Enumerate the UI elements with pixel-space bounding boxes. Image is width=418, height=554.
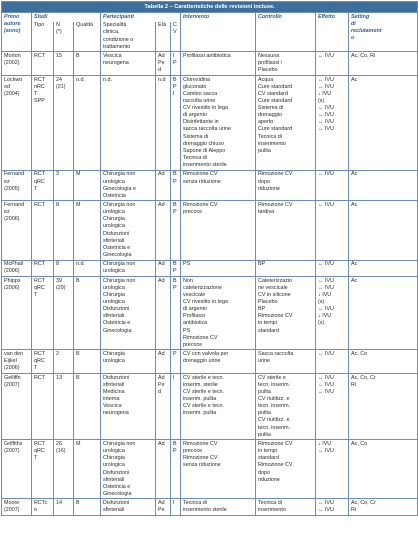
cell-effetto: ↔ IVU [316,260,349,277]
cell-effetto: ↔ IVU ↔ IVU ↔ IVU [316,374,349,440]
table-row [2,277,418,350]
cell-intervento: Profilassi antibiotica [181,52,256,76]
cell-specialita: Chirurgia non urologica Chirurgia urologica Disfunzioni sfinteriali Ostetricia e Ginecologia [101,201,156,260]
cell-setting: Ac [349,260,418,277]
cell-effetto: ↔ IVU [316,170,349,201]
cell-specialita: Chirurgia non urologica [101,260,156,277]
header-studi: Studi [32,13,101,22]
cell-eta: Ad [156,201,171,260]
header-row-groups [2,13,418,22]
header-effetto: Effetto [316,13,349,52]
cell-n: 13 [54,374,74,440]
cell-controllo: BP [256,260,316,277]
cell-effetto: ↔ IVU [316,52,349,76]
cell-intervento: Rimozione CV precoce Rimozione CV senza riduzione [181,440,256,499]
reviews-table [1,1,418,516]
cell-intervento: Rimozione CV precoce [181,201,256,260]
cell-effetto: ↔ IVU ↔ IVU [316,499,349,516]
cell-cv: P [171,350,181,374]
cell-controllo: Tecnica di inserimento [256,499,316,516]
cell-cv: B P [171,170,181,201]
cell-qualita: M [74,201,101,260]
cell-controllo: Cateterizzazio ne vescicale CV in silicone Placebo BP Rimozione CV in tempi standard [256,277,316,350]
header-tipo: Tipo [32,22,54,52]
cell-tipo: RCT [32,260,54,277]
cell-specialita: Chirurgia urologica [101,350,156,374]
cell-controllo: Acqua Cure standard CV standard Cure standard Sistema di drenaggio aperto Cure standard Tecnica di inserimento pulita [256,76,316,171]
cell-cv: B P I [171,76,181,171]
cell-qualita: B [74,374,101,440]
cell-tipo: RCT nRC T SPP [32,76,54,171]
cell-eta: Ad [156,277,171,350]
cell-eta: Ad [156,170,171,201]
cell-setting: Ac [349,277,418,350]
cell-n: 24 (21) [54,76,74,171]
header-cv: C V [171,22,181,52]
cell-cv: B P [171,260,181,277]
table-row [2,499,418,516]
cell-autore: Griffiths (2007) [2,440,32,499]
cell-qualita: n.d. [74,76,101,171]
cell-eta: Ad [156,350,171,374]
cell-intervento: Tecnica di inserimento sterile [181,499,256,516]
cell-eta: Ad Pe [156,499,171,516]
cell-controllo: Rimozione CV in tempi standard Rimozione CV dopo riduzione [256,440,316,499]
cell-autore: Phipps (2006) [2,277,32,350]
cell-n: 26 (16) [54,440,74,499]
cell-n: 39 (29) [54,277,74,350]
header-n: N (*) [54,22,74,52]
header-controllo: Controllo [256,13,316,52]
cell-intervento: Clorexidina gluconato Cambio sacca raccolta urine CV rivestito in lega di argento Disinfettante in sacca raccolta urine Sistema di drenaggio chiuso Sapone di Aleppo Tecnica di inserimento sterile [181,76,256,171]
cell-cv: I [171,374,181,440]
cell-setting: Ac [349,76,418,171]
cell-tipo: RCT qRC T [32,440,54,499]
cell-tipo: RCT [32,52,54,76]
cell-effetto: ↔ IVU ↔ IVU ↓ IVU (s) ↔ IVU ↔ IVU ↔ IVU ↔ IVU [316,76,349,171]
cell-n: 15 [54,52,74,76]
cell-autore: McPhail (2006) [2,260,32,277]
cell-qualita: M [74,440,101,499]
cell-cv: I [171,499,181,516]
cell-tipo: RCT qRC T [32,170,54,201]
header-qualita: Qualità [74,22,101,52]
cell-autore: Moore (2007) [2,499,32,516]
cell-setting: Ac, Co [349,440,418,499]
cell-cv: B P [171,277,181,350]
cell-tipo: RCT qRC T [32,350,54,374]
table-row [2,260,418,277]
cell-eta: Ad Pe d [156,374,171,440]
cell-autore: Fernand ez (2005) [2,170,32,201]
cell-autore: Gelliffe (2007) [2,374,32,440]
cell-autore: Lockwo od (2004) [2,76,32,171]
header-partecipanti: Partecipanti [101,13,181,22]
cell-setting: Ac, Co [349,350,418,374]
cell-controllo: Sacca raccolta urine [256,350,316,374]
cell-specialita: Chirurgia non urologica Chirurgia urologica Disfunzioni sfinteriali Ostetricia e Ginecologia [101,440,156,499]
cell-setting: Ac, Co, Cr Ri [349,499,418,516]
table-row [2,170,418,201]
cell-qualita: B [74,350,101,374]
header-eta: Età [156,22,171,52]
cell-eta: Ad Pe d [156,52,171,76]
cell-n: 3 [54,170,74,201]
cell-specialita: n.d. [101,76,156,171]
cell-controllo: CV sterile e tecn. inserim. pulita CV riutilizz. e tecn. inserim. pulita CV riutilizz. e tecn. inserim. pulita [256,374,316,440]
table-row [2,440,418,499]
cell-autore: van den Eijkel (2006) [2,350,32,374]
cell-qualita: B [74,52,101,76]
table-row [2,201,418,260]
cell-tipo: RCT [32,201,54,260]
cell-intervento: CV sterile e tecn. inserim. sterile CV sterile e tecn. inserim. pulita CV sterile e tecn. inserim. pulita [181,374,256,440]
cell-n: 14 [54,499,74,516]
cell-effetto: ↓ IVU ↔ IVU [316,440,349,499]
cell-autore: Fernand ez (2006) [2,201,32,260]
cell-effetto: ↔ IVU ↔ IVU ↓ IVU (s) ↔ IVU ↓ IVU (s) [316,277,349,350]
header-specialita: Specialità clinica, condizione o trattamento [101,22,156,52]
cell-controllo: Rimozione CV tardiva [256,201,316,260]
cell-autore: Morton (2002) [2,52,32,76]
cell-intervento: Non cateterizzazione vescicale CV rivestito in lega di argento Profilassi antibiotica PS Rimozione CV precoce [181,277,256,350]
header-primo-autore: Primo autore (anno) [2,13,32,52]
cell-n: 2 [54,350,74,374]
table-title: Tabella 2 – Caratteristiche delle revisioni incluse. [2,2,418,13]
cell-specialita: Chirurgia non urologica Chirurgia urologica Disfunzioni sfinteriali Ostetricia e Ginecologia [101,277,156,350]
cell-n: 8 [54,201,74,260]
header-intervento: Intervento [181,13,256,52]
cell-qualita: M [74,170,101,201]
cell-cv: B P [171,440,181,499]
cell-eta: Ad [156,440,171,499]
cell-effetto: ↔ IVU [316,201,349,260]
cell-cv: I P [171,52,181,76]
cell-specialita: Disfunzioni sfinteriali Medicina interna Vescica neurogena [101,374,156,440]
cell-specialita: Vescica neurogena [101,52,156,76]
cell-controllo: Nessuna profilassi / Placebo [256,52,316,76]
table-row [2,350,418,374]
table-title-row [2,2,418,13]
cell-qualita: B [74,499,101,516]
table-body [2,52,418,516]
table-row [2,374,418,440]
cell-intervento: CV con valvola per drenaggio urine [181,350,256,374]
cell-qualita: B [74,277,101,350]
cell-setting: Ac [349,201,418,260]
cell-setting: Ac [349,170,418,201]
cell-effetto: ↔ IVU [316,350,349,374]
cell-specialita: Disfunzioni sfinteriali [101,499,156,516]
table-row [2,52,418,76]
cell-eta: n.d [156,76,171,171]
cell-intervento: Rimozione CV senza riduzione [181,170,256,201]
cell-setting: Ac, Co, Ri [349,52,418,76]
cell-eta: Ad [156,260,171,277]
cell-tipo: RCTc o [32,499,54,516]
cell-specialita: Chirurgia non urologica Ginecologia e Ostetricia [101,170,156,201]
cell-n: 8 [54,260,74,277]
cell-setting: Ac, Co, Cr Ri [349,374,418,440]
cell-tipo: RCT [32,374,54,440]
header-setting: Setting di reclutament o [349,13,418,52]
cell-intervento: PS [181,260,256,277]
cell-tipo: RCT qRC T [32,277,54,350]
cell-qualita: n.d. [74,260,101,277]
cell-controllo: Rimozione CV dopo riduzione [256,170,316,201]
table-row [2,76,418,171]
cell-cv: B P [171,201,181,260]
